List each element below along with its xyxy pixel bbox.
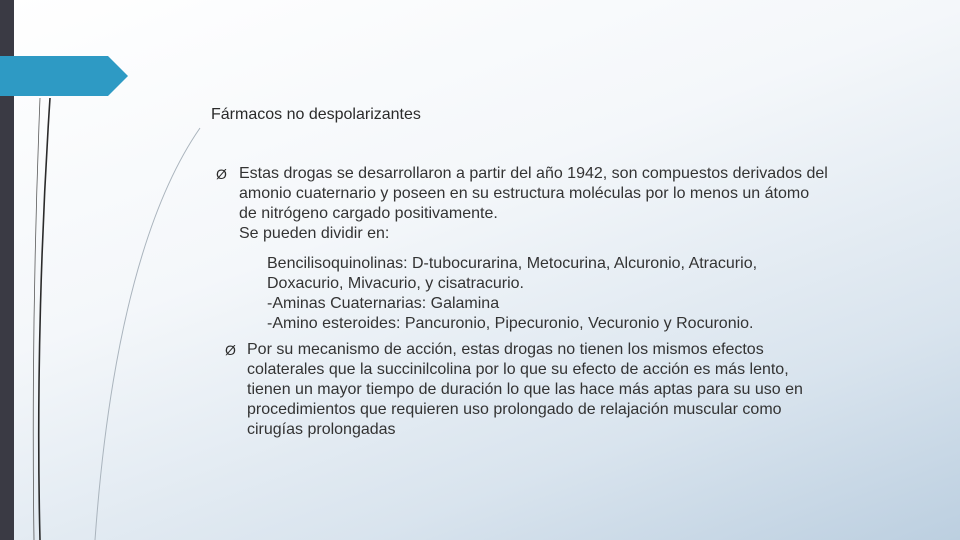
arrow-bullet-icon: Ø xyxy=(225,342,236,358)
bullet-item-mechanism xyxy=(225,340,945,440)
bullet-item-origin xyxy=(216,164,936,244)
arrow-bullet-icon: Ø xyxy=(216,166,227,182)
slide-title: Fármacos no despolarizantes xyxy=(211,106,421,123)
bullet-text: Por su mecanismo de acción, estas drogas no tienen los mismos efectos colaterales que la succinilcolina por lo que su efecto de acción es más lento, tienen un mayor tiempo de duración lo que las hace más aptas para su uso en procedimientos que requieren uso prolongado de relajación muscular como cirugías prolongadas xyxy=(247,341,803,438)
classification-list: Bencilisoquinolinas: D-tubocurarina, Metocurina, Alcuronio, Atracurio, Doxacurio, Mivacurio, y cisatracurio. -Aminas Cuaternarias: Galamina -Amino esteroides: Pancuronio, Pipecuronio, Vecuronio y Rocuronio. xyxy=(267,255,758,332)
bullet-text: Estas drogas se desarrollaron a partir del año 1942, son compuestos derivados del amonio cuaternario y poseen en su estructura moléculas por lo menos un átomo de nitrógeno cargado positivamente. Se pueden dividir en: xyxy=(239,165,828,242)
